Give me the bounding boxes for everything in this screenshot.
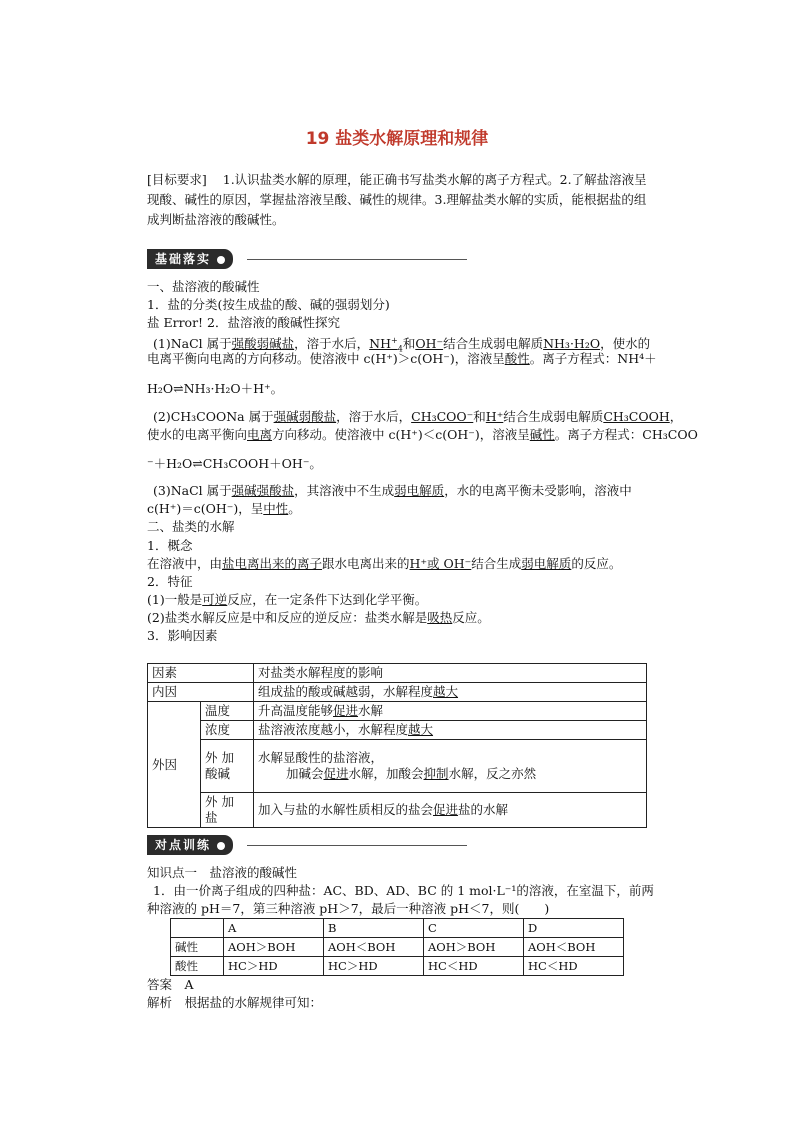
- divider: [247, 259, 467, 260]
- para-ch3coona-2: 使水的电离平衡向电离方向移动。使溶液中 c(H⁺)＜c(OH⁻)，溶液呈碱性。离子方程式：CH₃COO: [147, 427, 698, 442]
- banner-label: 对点训练: [147, 835, 233, 855]
- knowledge-point: 知识点一 盐溶液的酸碱性: [147, 865, 298, 880]
- table-cell: 酸性: [171, 957, 224, 976]
- para-neutral-2: c(H⁺)＝c(OH⁻)，呈中性。: [147, 501, 301, 516]
- question-1-line-1: 1．由一价离子组成的四种盐：AC、BD、AD、BC 的 1 mol·L⁻¹的溶液，在室温下，前两: [153, 883, 654, 898]
- table-row: [148, 702, 647, 721]
- choices-table: [170, 918, 624, 976]
- table-cell: HC＜HD: [424, 957, 524, 976]
- table-row: [148, 683, 647, 702]
- feature-1: (1)一般是可逆反应，在一定条件下达到化学平衡。: [147, 592, 428, 607]
- table-cell-temp-effect: 升高温度能够促进水解: [254, 702, 647, 721]
- table-cell: [171, 919, 224, 938]
- table-cell: A: [224, 919, 324, 938]
- heading-2-1: 1．概念: [147, 538, 193, 553]
- factors-table: [147, 663, 647, 828]
- table-cell-salt: 外 加 盐: [201, 793, 254, 828]
- heading-1-1: 1．盐的分类(按生成盐的酸、碱的强弱划分): [147, 297, 390, 312]
- table-cell: 碱性: [171, 938, 224, 957]
- para-nacl-eq: H₂O⇌NH₃·H₂O＋H⁺。: [147, 381, 284, 396]
- question-1-line-2: 种溶液的 pH＝7，第三种溶液 pH＞7，最后一种溶液 pH＜7，则( ): [147, 901, 550, 916]
- answer: 答案 A: [147, 977, 194, 992]
- concept-paragraph: 在溶液中，由盐电离出来的离子跟水电离出来的H⁺或 OH⁻结合生成弱电解质的反应。: [147, 556, 622, 571]
- table-row: [171, 957, 624, 976]
- table-cell-salt-effect: 加入与盐的水解性质相反的盐会促进盐的水解: [254, 793, 647, 828]
- section-banner-basics: [147, 249, 233, 269]
- section-banner-training: [147, 835, 233, 855]
- heading-1: 一、盐溶液的酸碱性: [147, 279, 260, 294]
- table-cell-internal: 内因: [148, 683, 254, 702]
- bullet-icon: [217, 842, 225, 850]
- goals-paragraph: [147, 170, 647, 230]
- table-row: [148, 721, 647, 740]
- goals-text: 1.认识盐类水解的原理，能正确书写盐类水解的离子方程式。2.了解盐溶液呈现酸、碱性的原因，掌握盐溶液呈酸、碱性的规律。3.理解盐类水解的实质，能根据盐的组成判断盐溶液的酸碱性。: [147, 172, 647, 227]
- para-nacl-1: (1)NaCl 属于强酸弱碱盐，溶于水后，$NH^+_4$和OH⁻结合生成弱电解质NH₃·H₂O，使水的: [153, 336, 651, 354]
- table-cell: AOH＞BOH: [424, 938, 524, 957]
- table-header-effect: 对盐类水解程度的影响: [254, 664, 647, 683]
- para-ch3coona-1: (2)CH₃COONa 属于强碱弱酸盐，溶于水后，CH₃COO⁻和H⁺结合生成弱电解质CH₃COOH，: [153, 409, 683, 424]
- analysis: 解析 根据盐的水解规律可知：: [147, 995, 323, 1010]
- table-cell: C: [424, 919, 524, 938]
- table-cell-conc: 浓度: [201, 721, 254, 740]
- table-cell-internal-effect: 组成盐的酸或碱越弱，水解程度越大: [254, 683, 647, 702]
- table-row: [148, 664, 647, 683]
- para-ch3coona-eq: ⁻＋H₂O⇌CH₃COOH＋OH⁻。: [147, 456, 322, 471]
- table-cell: AOH＜BOH: [324, 938, 424, 957]
- table-cell: HC＞HD: [324, 957, 424, 976]
- table-cell-external: 外因: [148, 702, 201, 828]
- heading-1-2: 盐 Error! 2．盐溶液的酸碱性探究: [147, 315, 340, 330]
- para-nacl-2: 电离平衡向电离的方向移动。使溶液中 c(H⁺)＞c(OH⁻)，溶液呈酸性。离子方程式：NH⁴＋: [147, 351, 657, 366]
- heading-2: 二、盐类的水解: [147, 519, 235, 534]
- table-row: [171, 919, 624, 938]
- banner-label: 基础落实: [147, 249, 233, 269]
- table-row: [148, 793, 647, 828]
- heading-2-2: 2．特征: [147, 574, 193, 589]
- table-cell: B: [324, 919, 424, 938]
- table-cell-temp: 温度: [201, 702, 254, 721]
- table-cell: D: [524, 919, 624, 938]
- table-header-factor: 因素: [148, 664, 254, 683]
- table-row: [148, 740, 647, 793]
- table-cell-conc-effect: 盐溶液浓度越小，水解程度越大: [254, 721, 647, 740]
- table-cell: HC＞HD: [224, 957, 324, 976]
- table-row: [171, 938, 624, 957]
- table-cell: HC＜HD: [524, 957, 624, 976]
- table-cell-acidbase-effect: 水解显酸性的盐溶液， 加碱会促进水解，加酸会抑制水解，反之亦然: [254, 740, 647, 793]
- heading-2-3: 3．影响因素: [147, 628, 218, 643]
- page-title: 19 盐类水解原理和规律: [305, 129, 489, 149]
- goals-label: [目标要求]: [147, 172, 207, 187]
- table-cell-acidbase: 外 加 酸碱: [201, 740, 254, 793]
- divider: [247, 845, 467, 846]
- bullet-icon: [217, 256, 225, 264]
- feature-2: (2)盐类水解反应是中和反应的逆反应：盐类水解是吸热反应。: [147, 610, 490, 625]
- para-neutral-1: (3)NaCl 属于强碱强酸盐，其溶液中不生成弱电解质，水的电离平衡未受影响，溶液中: [153, 483, 632, 498]
- table-cell: AOH＜BOH: [524, 938, 624, 957]
- table-cell: AOH＞BOH: [224, 938, 324, 957]
